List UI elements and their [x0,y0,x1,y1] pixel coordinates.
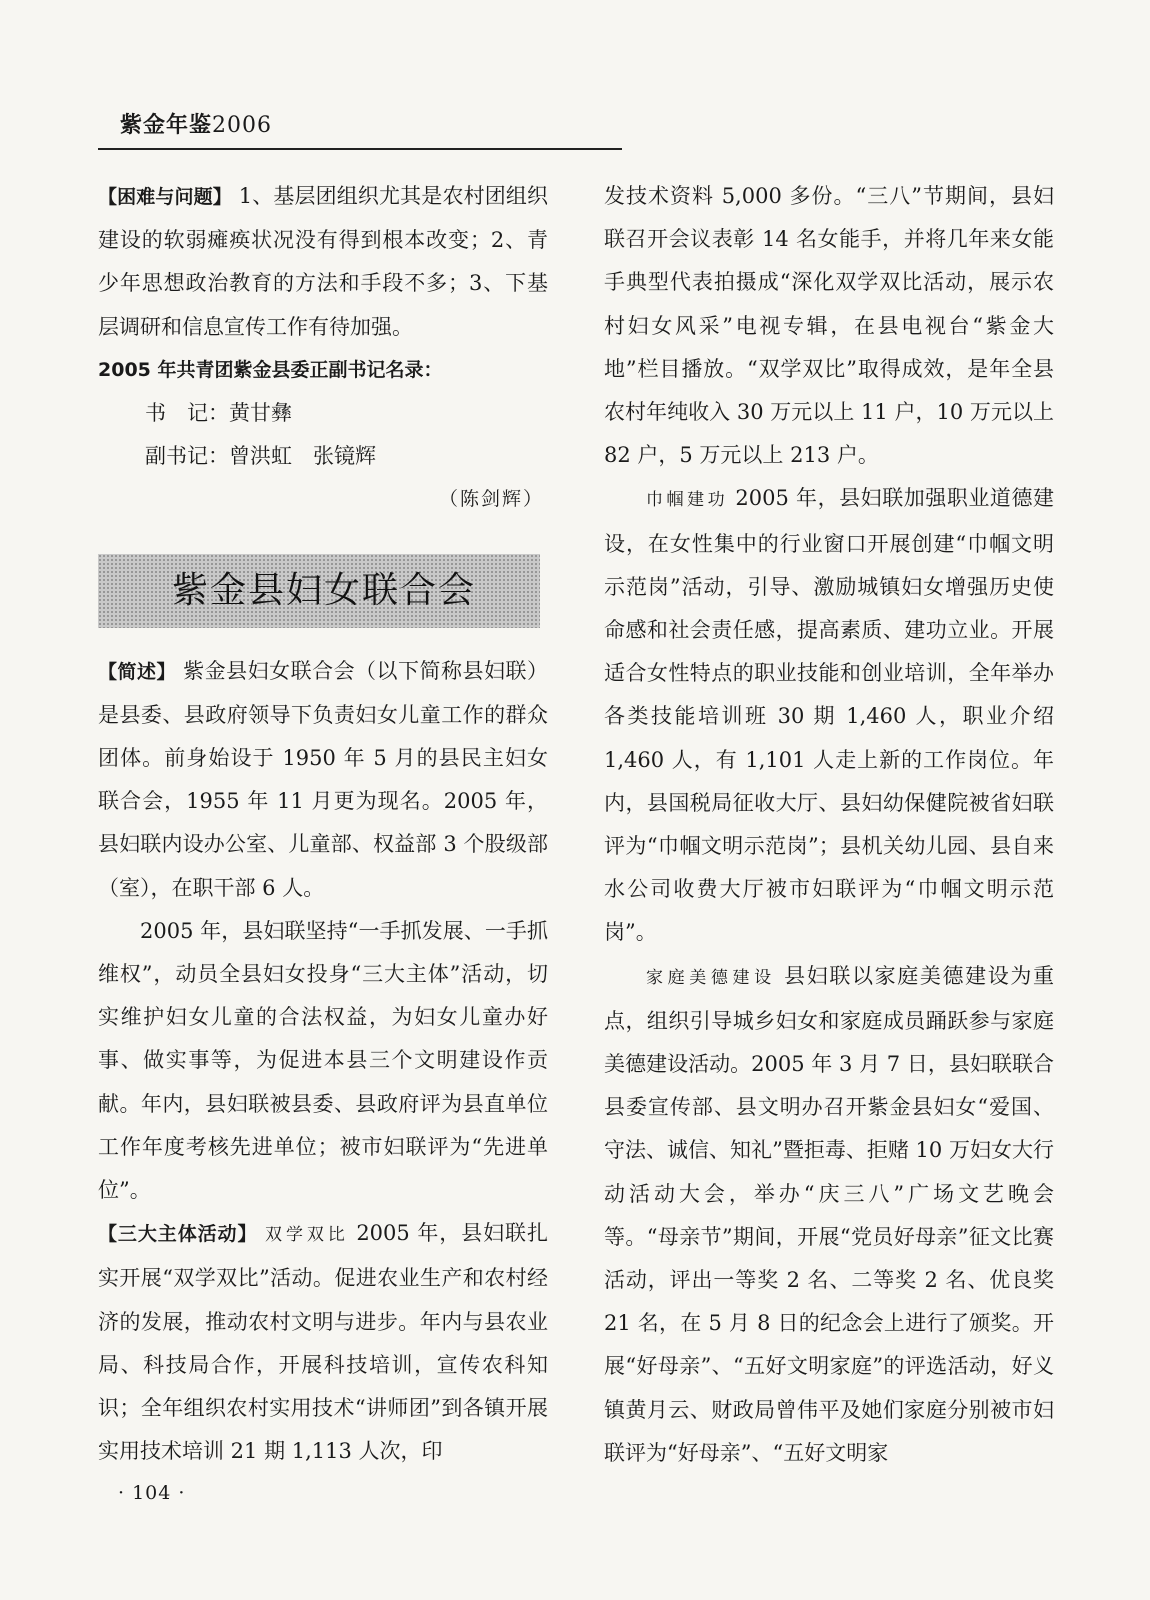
roster-title: 2005 年共青团紫金县委正副书记名录： [98,358,443,381]
activities-text: 2005 年，县妇联扎实开展“双学双比”活动。促进农业生产和农村经济的发展，推动农村文明与进步。年内与县农业局、科技局合作，开展科技培训，宣传农科知识；全年组织农村实用技术“讲师团”到各镇开展实用技术培训 21 期 1,113 人次，印 [98,1221,548,1464]
roster-secretary: 书 记：黄甘彝 [145,401,292,426]
difficulties-paragraph [98,175,548,349]
left-column [98,175,548,1473]
activities-paragraph [98,1212,548,1473]
work-paragraph: 2005 年，县妇联坚持“一手抓发展、一手抓维权”，动员全县妇女投身“三大主体”活动，切实维护妇女儿童的合法权益，为妇女儿童办好事、做实事等，为促进本县三个文明建设作贡献。年内，县妇联被县委、县政府评为县直单位工作年度考核先进单位；被市妇联评为“先进单位”。 [98,918,548,1203]
roster-deputy: 副书记：曾洪虹 张镜辉 [145,444,376,469]
family-text: 县妇联以家庭美德建设为重点，组织引导城乡妇女和家庭成员踊跃参与家庭美德建设活动。2005 年 3 月 7 日，县妇联联合县委宣传部、县文明办召开紫金县妇女“爱国、守法、诚信、知礼”暨拒毒、拒赌 10 万妇女大行动活动大会，举办“庆三八”广场文艺晚会等。“母亲节”期间，开展“党员好母亲”征文比赛活动，评出一等奖 2 名、二等奖 2 名、优良奖 21 名，在 5 月 8 日的纪念会上进行了颁奖。开展“好母亲”、“五好文明家庭”的评选活动，好义镇黄月云、财政局曾伟平及她们家庭分别被市妇联评为“好母亲”、“五好文明家 [604,963,1054,1465]
header-title: 紫金年鉴 [120,113,213,138]
overview-tag: 【简述】 [98,660,176,683]
activities-subheading: 双学双比 [265,1225,349,1246]
family-paragraph [604,955,1054,1475]
author-credit: （陈剑辉） [438,488,544,511]
activities-tag: 【三大主体活动】 [98,1223,258,1246]
difficulties-text: 1、基层团组织尤其是农村团组织建设的软弱瘫痪状况没有得到根本改变；2、青少年思想政治教育的方法和手段不多；3、下基层调研和信息宣传工作有待加强。 [98,184,548,339]
page-number: · 104 · [118,1482,186,1504]
overview-paragraph [98,650,548,910]
family-subheading: 家庭美德建设 [646,967,776,988]
running-header [120,108,272,139]
difficulties-tag: 【困难与问题】 [98,186,232,208]
section-banner [98,554,540,628]
overview-text: 紫金县妇女联合会（以下简称县妇联）是县委、县政府领导下负责妇女儿童工作的群众团体。前身始设于 1950 年 5 月的县民主妇女联合会，1955 年 11 月更为现名。2005 年，县妇联内设办公室、儿童部、权益部 3 个股级部（室），在职干部 6 人。 [98,658,548,900]
continued-paragraph: 发技术资料 5,000 多份。“三八”节期间，县妇联召开会议表彰 14 名女能手，并将几年来女能手典型代表拍摄成“深化双学双比活动，展示农村妇女风采”电视专辑，在县电视台“紫金大地”栏目播放。“双学双比”取得成效，是年全县农村年纯收入 30 万元以上 11 户，10 万元以上 82 户，5 万元以上 213 户。 [604,184,1054,468]
jinguo-paragraph [604,477,1054,954]
right-column [604,175,1054,1475]
section-title: 紫金县妇女联合会 [172,570,477,612]
header-year: 2006 [212,113,273,138]
jinguo-text: 2005 年，县妇联加强职业道德建设，在女性集中的行业窗口开展创建“巾帼文明示范岗”活动，引导、激励城镇妇女增强历史使命感和社会责任感，提高素质、建功立业。开展适合女性特点的职业技能和创业培训，全年举办各类技能培训班 30 期 1,460 人，职业介绍 1,460 人，有 1,101 人走上新的工作岗位。年内，县国税局征收大厅、县妇幼保健院被省妇联评为“巾帼文明示范岗”；县机关幼儿园、县自来水公司收费大厅被市妇联评为“巾帼文明示范岗”。 [604,486,1055,945]
jinguo-subheading: 巾帼建功 [646,490,729,511]
header-rule [98,148,622,150]
